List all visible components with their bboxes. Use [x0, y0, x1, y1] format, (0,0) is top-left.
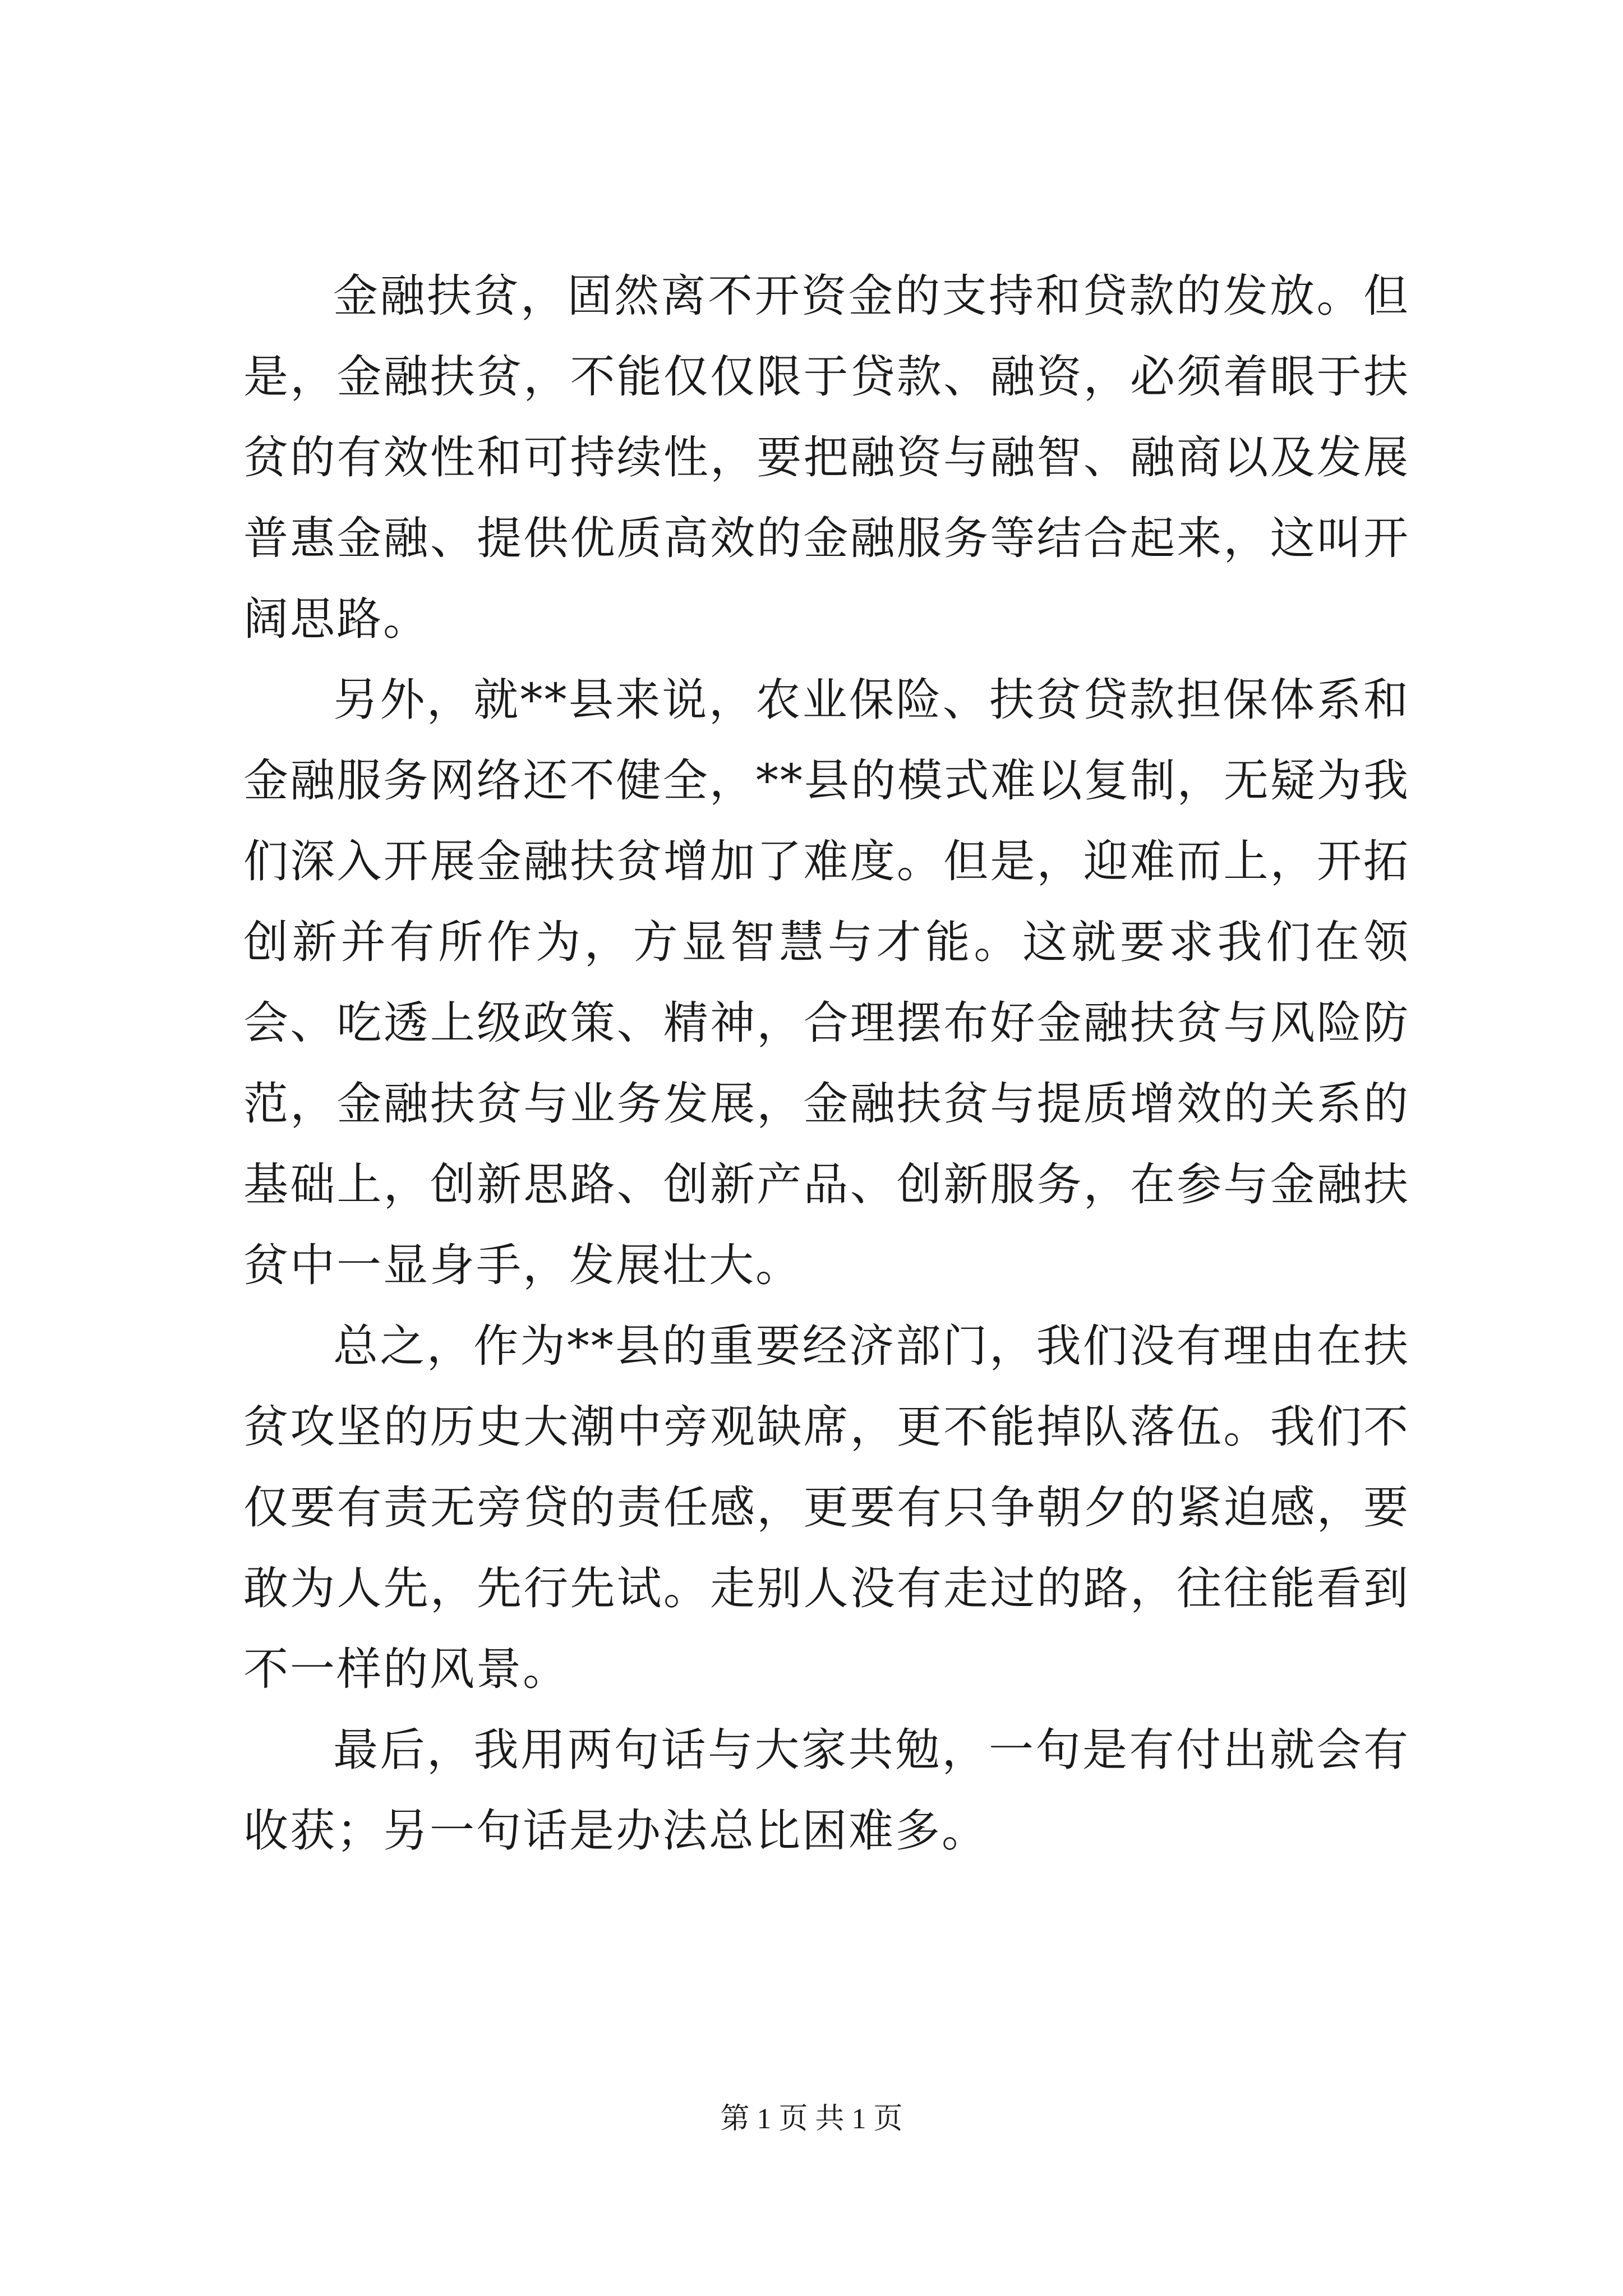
document-body: [243, 256, 1410, 1871]
paragraph-2: 另外，就**县来说，农业保险、扶贫贷款担保体系和金融服务网络还不健全，**县的模式难以复制，无疑为我们深入开展金融扶贫增加了难度。但是，迎难而上，开拓创新并有所作为，方显智慧与才能。这就要求我们在领会、吃透上级政策、精神，合理摆布好金融扶贫与风险防范，金融扶贫与业务发展，金融扶贫与提质增效的关系的基础上，创新思路、创新产品、创新服务，在参与金融扶贫中一显身手，发展壮大。: [243, 674, 1410, 1291]
paragraph-1: 金融扶贫，固然离不开资金的支持和贷款的发放。但是，金融扶贫，不能仅仅限于贷款、融资，必须着眼于扶贫的有效性和可持续性，要把融资与融智、融商以及发展普惠金融、提供优质高效的金融服务等结合起来，这叫开阔思路。: [243, 270, 1410, 645]
page-number-footer: 第 1 页 共 1 页: [720, 2103, 903, 2135]
paragraph-4: 最后，我用两句话与大家共勉，一句是有付出就会有收获；另一句话是办法总比困难多。: [243, 1724, 1410, 1857]
paragraph-3: 总之，作为**县的重要经济部门，我们没有理由在扶贫攻坚的历史大潮中旁观缺席，更不能掉队落伍。我们不仅要有责无旁贷的责任感，更要有只争朝夕的紧迫感，要敢为人先，先行先试。走别人没有走过的路，往往能看到不一样的风景。: [243, 1320, 1410, 1695]
